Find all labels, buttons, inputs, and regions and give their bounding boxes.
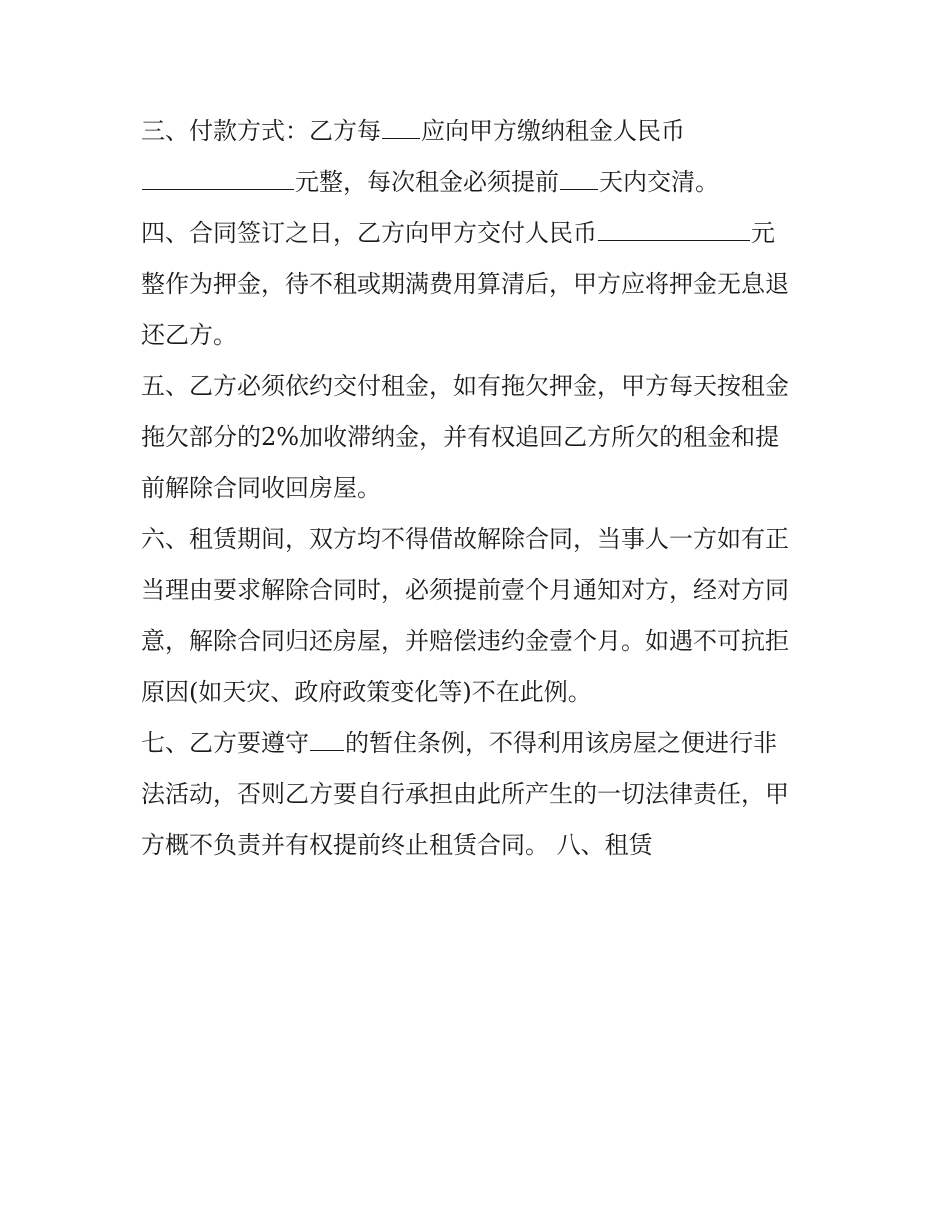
clause-4-text-1: 四、合同签订之日，乙方向甲方交付人民币 [141, 219, 597, 247]
deposit-amount-blank [598, 210, 750, 241]
clause-3-text-4: 天内交清。 [599, 168, 719, 196]
clause-4-line-2: 整作为押金，待不租或期满费用算清后，甲方应将押金无息退 [141, 270, 789, 298]
clause-6-line-3: 意，解除合同归还房屋，并赔偿违约金壹个月。如遇不可抗拒 [141, 627, 789, 655]
clause-5-line-2: 拖欠部分的2%加收滞纳金，并有权追回乙方所欠的租金和提 [141, 423, 780, 451]
payment-period-blank [382, 108, 420, 139]
advance-days-blank [560, 159, 598, 190]
clause-3-text-2: 应向甲方缴纳租金人民币 [421, 117, 685, 145]
clause-7-line-3: 方概不负责并有权提前终止租赁合同。 八、租赁 [141, 831, 653, 859]
clause-3-line-2 [141, 157, 821, 208]
clause-6-line-1: 六、租赁期间，双方均不得借故解除合同，当事人一方如有正 [141, 525, 789, 553]
clause-5-line-3: 前解除合同收回房屋。 [141, 474, 381, 502]
clause-7-text-2: 的暂住条例，不得利用该房屋之便进行非 [345, 729, 777, 757]
clause-7-line-1 [141, 718, 821, 769]
document-body [141, 106, 821, 871]
clause-4-line-1 [141, 208, 821, 259]
regulation-location-blank [310, 720, 344, 751]
clause-3-text-3: 元整，每次租金必须提前 [295, 168, 559, 196]
clause-5-line-1: 五、乙方必须依约交付租金，如有拖欠押金，甲方每天按租金 [141, 372, 789, 400]
clause-6-line-4: 原因(如天灾、政府政策变化等)不在此例。 [141, 678, 592, 706]
clause-6-line-2: 当理由要求解除合同时，必须提前壹个月通知对方，经对方同 [141, 576, 789, 604]
clause-3-line-1 [141, 106, 821, 157]
clause-3-text-1: 三、付款方式：乙方每 [141, 117, 381, 145]
clause-4-text-2: 元 [751, 219, 775, 247]
clause-7-text-1: 七、乙方要遵守 [141, 729, 309, 757]
clause-7-line-2: 法活动，否则乙方要自行承担由此所产生的一切法律责任，甲 [141, 780, 789, 808]
rent-amount-blank [142, 159, 294, 190]
clause-4-line-3: 还乙方。 [141, 321, 237, 349]
